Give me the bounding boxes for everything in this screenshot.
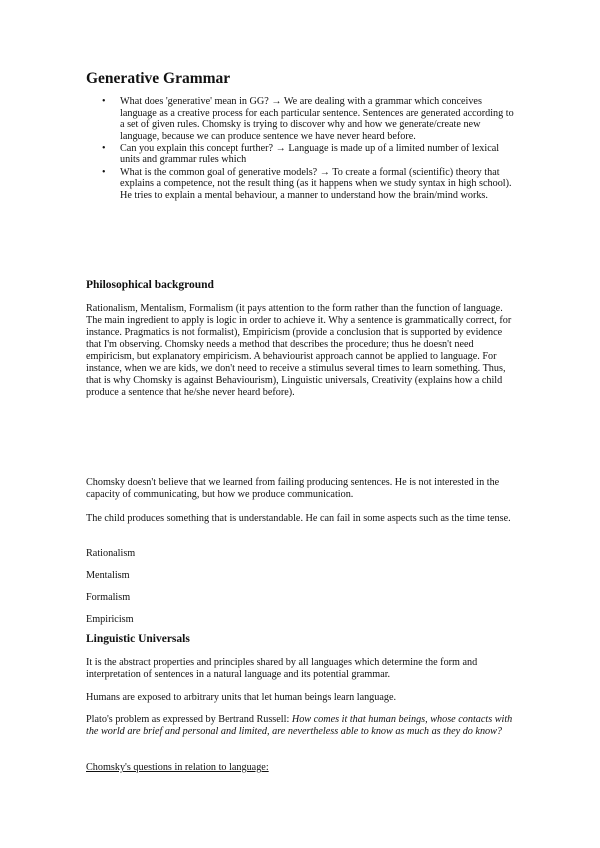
universals-definition: It is the abstract properties and principles shared by all languages which determine the form and interpretation of sentences in a natural language and its potential grammar. [86, 657, 478, 680]
philosophical-paragraph: Rationalism, Mentalism, Formalism (it pays attention to the form rather than the function of language. The main ingredient to apply is logic in order to achieve it. Why a sentence is grammatically correct, for instance. Pragmatics is not formalist), Empiricism (provide a conclusion that is supported by evidence that I'm observing. Chomsky needs a method that describes the procedure; thus he doesn't need empiricism, but explanatory empiricism. A behaviourist approach cannot be applied to language. For instance, when we are kids, we don't need to receive a stimulus several times to learn something. Thus, that is why Chomsky is against Behaviourism), Linguistic universals, Creativity (explains how a child produce a sentence that he/she never heard before). [86, 303, 512, 398]
list-item-mentalism: Mentalism [86, 570, 130, 581]
bullet-icon: • [102, 166, 106, 178]
chomsky-paragraph: Chomsky doesn't believe that we learned from failing producing sentences. He is not interested in the capacity of communicating, but how we produce communication. [86, 477, 500, 500]
bullet-text: What is the common goal of generative models? → To create a formal (scientific) theory that explains a competence, not the result thing (as it happens when we study syntax in high school). He tries to explain a mental behaviour, a manner to understand how the brain/mind works. [120, 166, 512, 201]
list-item-empiricism: Empiricism [86, 614, 134, 625]
list-item-rationalism: Rationalism [86, 548, 136, 559]
universals-exposure: Humans are exposed to arbitrary units that let human beings learn language. [86, 692, 397, 703]
list-item-formalism: Formalism [86, 592, 131, 603]
philosophical-heading: Philosophical background [86, 279, 214, 291]
bullet-icon: • [102, 142, 106, 154]
list-item [86, 167, 518, 202]
bullet-text: Can you explain this concept further? → Language is made up of a limited number of lexical units and grammar rules which [120, 142, 500, 166]
list-item [86, 143, 518, 166]
russell-quote: How comes it that human beings, whose contacts with the world are brief and personal and limited, are nevertheless able to know as much as they do know? [86, 714, 513, 737]
list-item [86, 96, 518, 142]
question-list [86, 96, 518, 202]
page-title: Generative Grammar [86, 70, 231, 87]
child-paragraph: The child produces something that is understandable. He can fail in some aspects such as the time tense. [86, 513, 511, 524]
bullet-text: What does 'generative' mean in GG? → We are dealing with a grammar which conceives language as a creative process for each particular sentence. Sentences are generated according to a set of given rules. Chomsky is trying to discover why and how we generate/create new language, because we can produce sentence we have never heard before. [120, 96, 514, 142]
universals-heading: Linguistic Universals [86, 633, 190, 645]
platos-problem [86, 714, 518, 738]
platos-problem-lead: Plato's problem as expressed by Bertrand Russell: [86, 714, 292, 725]
bullet-icon: • [102, 96, 106, 107]
chomsky-questions-heading: Chomsky's questions in relation to language: [86, 762, 269, 773]
